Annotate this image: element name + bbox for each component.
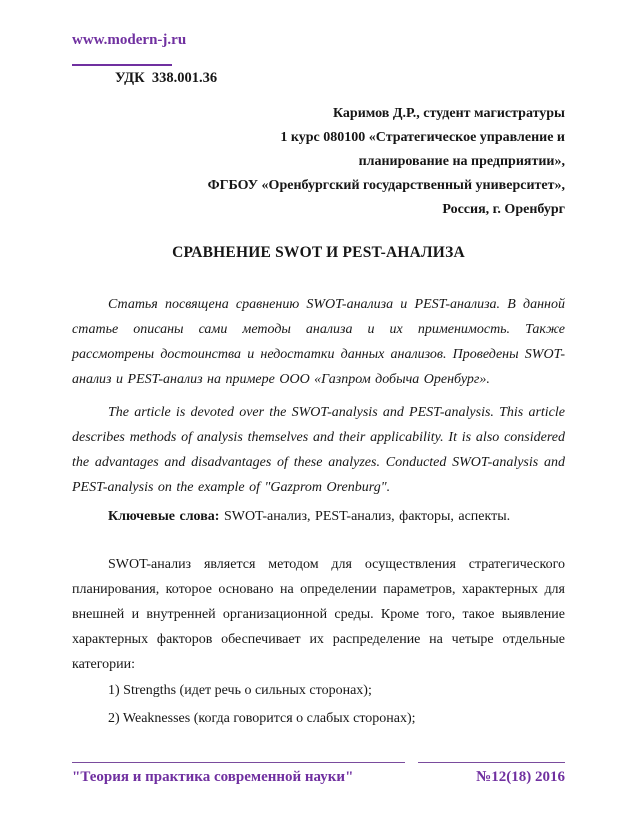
footer-rule-right [418,762,565,763]
list-item-weaknesses: 2) Weaknesses (когда говорится о слабых сторонах); [108,711,416,726]
author-line: планирование на предприятии», [358,154,565,169]
author-line: ФГБОУ «Оренбургский государственный университет», [207,178,565,193]
udk-code: УДК 338.001.36 [115,70,218,86]
body-paragraph: SWOT-анализ является методом для осуществления стратегического планирования, которое основано на определении параметров, характерных для внешней и внутренней организационной среды. Кроме того, такое выявление характерных факторов обеспечивает их распределение на четыре отдельные категории: [72,557,565,672]
keywords-label: Ключевые слова: [108,509,220,524]
author-line: Россия, г. Оренбург [442,202,565,217]
issue-number: №12(18) 2016 [476,769,565,785]
abstract-russian: Статья посвящена сравнению SWOT-анализа и PEST-анализа. В данной статье описаны сами методы анализа и их применимость. Также рассмотрены достоинства и недостатки данных анализов. Проведены SWOT-анализ и PEST-анализ на примере ООО «Газпром добыча Оренбург». [72,297,565,387]
header-rule [72,64,172,66]
author-block [72,102,565,222]
author-line: Каримов Д.Р., студент магистратуры [332,106,565,121]
abstract-english: The article is devoted over the SWOT-analysis and PEST-analysis. This article describes methods of analysis themselves and their applicability. It is also considered the advantages and disadvantages of these analyzes. Conducted SWOT-analysis and PEST-analysis on the example of "Gazprom Orenburg". [72,405,565,495]
keywords-text: SWOT-анализ, PEST-анализ, факторы, аспекты. [219,509,511,524]
list-item-strengths: 1) Strengths (идет речь о сильных сторонах); [108,683,372,698]
footer-rule-left [72,762,405,763]
footer [72,766,565,788]
author-line: 1 курс 080100 «Стратегическое управление и [280,130,565,145]
journal-name: "Теория и практика современной науки" [72,769,354,785]
site-url-link[interactable]: www.modern-j.ru [72,32,187,48]
article-title: СРАВНЕНИЕ SWOT И PEST-АНАЛИЗА [172,244,465,261]
keywords-line [72,504,565,529]
